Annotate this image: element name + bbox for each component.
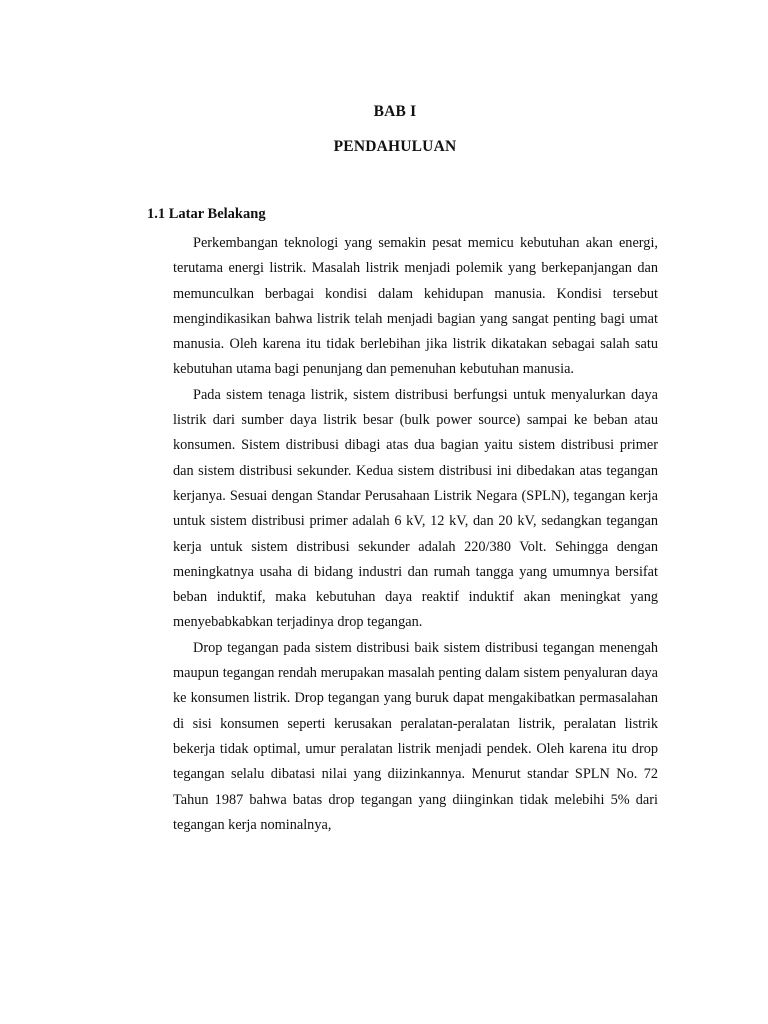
paragraph: Pada sistem tenaga listrik, sistem distribusi berfungsi untuk menyalurkan daya listrik dari sumber daya listrik besar (bulk power source) sampai ke beban atau konsumen. Sistem distribusi dibagi atas dua bagian yaitu sistem distribusi primer dan sistem distribusi sekunder. Kedua sistem distribusi ini dibedakan atas tegangan kerjanya. Sesuai dengan Standar Perusahaan Listrik Negara (SPLN), tegangan kerja untuk sistem distribusi primer adalah 6 kV, 12 kV, dan 20 kV, sedangkan tegangan kerja untuk sistem distribusi sekunder adalah 220/380 Volt. Sehingga dengan meningkatnya usaha di bidang industri dan rumah tangga yang umumnya bersifat beban induktif, maka kebutuhan daya reaktif induktif akan meningkat yang menyebabkabkan terjadinya drop tegangan. [173,386,658,631]
chapter-title: PENDAHULUAN [333,138,457,155]
section-body [173,231,658,838]
chapter-number: BAB I [373,103,417,120]
section-heading: 1.1 Latar Belakang [147,206,266,222]
paragraph: Drop tegangan pada sistem distribusi baik sistem distribusi tegangan menengah maupun tegangan rendah merupakan masalah penting dalam sistem penyaluran daya ke konsumen listrik. Drop tegangan yang buruk dapat mengakibatkan permasalahan di sisi konsumen seperti kerusakan peralatan-peralatan listrik, peralatan listrik bekerja tidak optimal, umur peralatan listrik menjadi pendek. Oleh karena itu drop tegangan selalu dibatasi nilai yang diizinkannya. Menurut standar SPLN No. 72 Tahun 1987 bahwa batas drop tegangan yang diinginkan tidak melebihi 5% dari tegangan kerja nominalnya, [173,639,658,833]
paragraph: Perkembangan teknologi yang semakin pesat memicu kebutuhan akan energi, terutama energi listrik. Masalah listrik menjadi polemik yang berkepanjangan dan memunculkan berbagai kondisi dalam kehidupan manusia. Kondisi tersebut mengindikasikan bahwa listrik telah menjadi bagian yang sangat penting bagi umat manusia. Oleh karena itu tidak berlebihan jika listrik dikatakan sebagai salah satu kebutuhan utama bagi penunjang dan pemenuhan kebutuhan manusia. [173,235,658,378]
